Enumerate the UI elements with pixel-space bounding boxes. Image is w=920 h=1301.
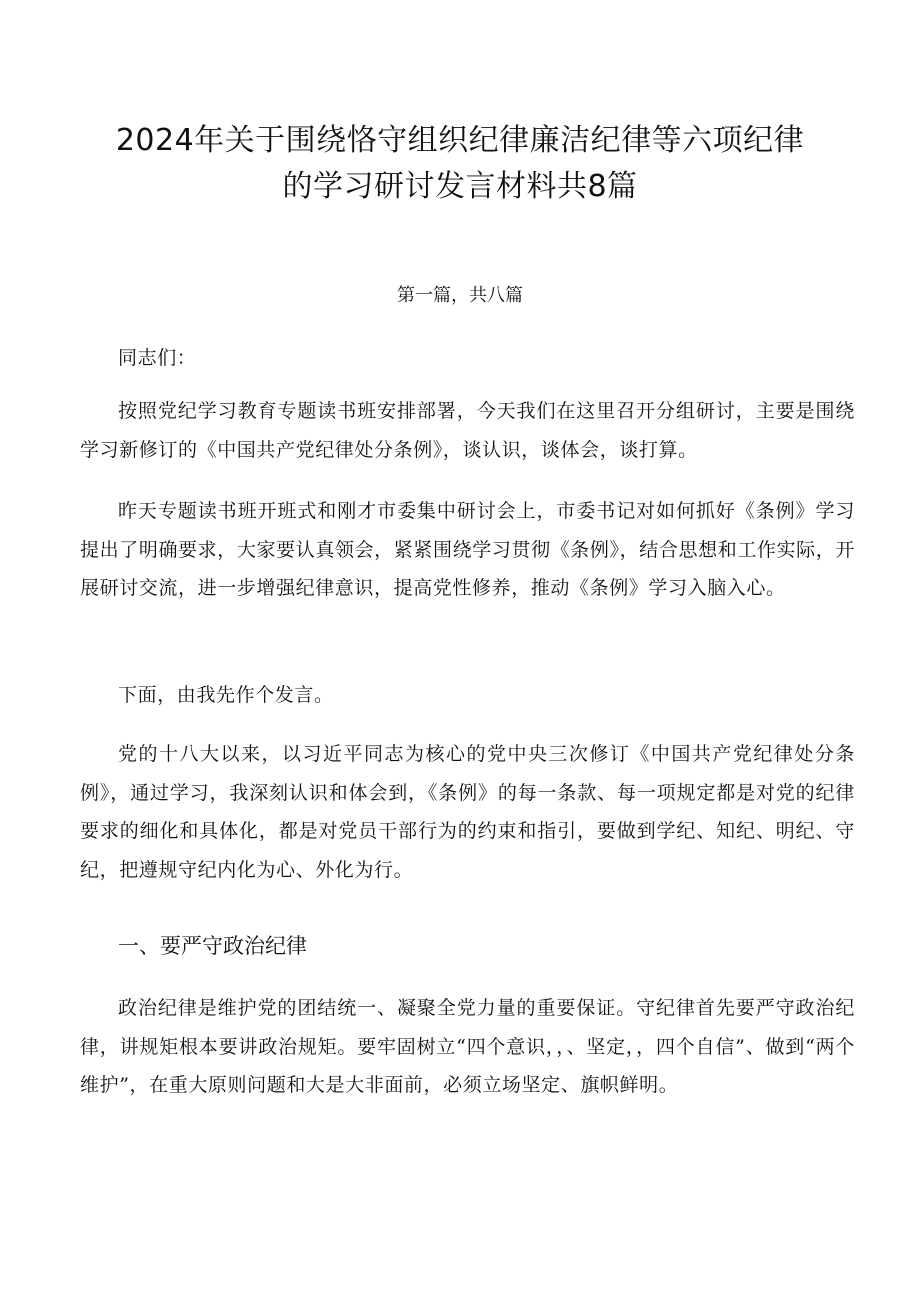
document-title xyxy=(60,118,860,210)
paragraph-3: 下面，由我先作个发言。 xyxy=(118,684,334,706)
document-title-line-2: 的学习研讨发言材料共8篇 xyxy=(282,169,638,204)
paragraph-2: 昨天专题读书班开班式和刚才市委集中研讨会上，市委书记对如何抓好《条例》学习提出了明确要求，大家要认真领会，紧紧围绕学习贯彻《条例》，结合思想和工作实际，开展研讨交流，进一步增强纪律意识，提高党性修养，推动《条例》学习入脑入心。 xyxy=(80,500,855,599)
document-title-line-1: 2024年关于围绕恪守组织纪律廉洁纪律等六项纪律 xyxy=(115,123,805,158)
part-heading: 第一篇，共八篇 xyxy=(397,285,523,306)
paragraph-5: 政治纪律是维护党的团结统一、凝聚全党力量的重要保证。守纪律首先要严守政治纪律，讲规矩根本要讲政治规矩。要牢固树立“四个意识，，、坚定，，四个自信”、做到“两个维护”，在重大原则问题和大是大非面前，必须立场坚定、旗帜鲜明。 xyxy=(80,997,855,1096)
paragraph-1: 按照党纪学习教育专题读书班安排部署，今天我们在这里召开分组研讨，主要是围绕学习新修订的《中国共产党纪律处分条例》，谈认识，谈体会，谈打算。 xyxy=(80,400,855,461)
section-subheading: 一、要严守政治纪律 xyxy=(118,934,307,958)
salutation: 同志们： xyxy=(118,347,197,369)
paragraph-4: 党的十八大以来，以习近平同志为核心的党中央三次修订《中国共产党纪律处分条例》，通过学习，我深刻认识和体会到，《条例》的每一条款、每一项规定都是对党的纪律要求的细化和具体化，都是对党员干部行为的约束和指引，要做到学纪、知纪、明纪、守纪，把遵规守纪内化为心、外化为行。 xyxy=(80,743,855,881)
